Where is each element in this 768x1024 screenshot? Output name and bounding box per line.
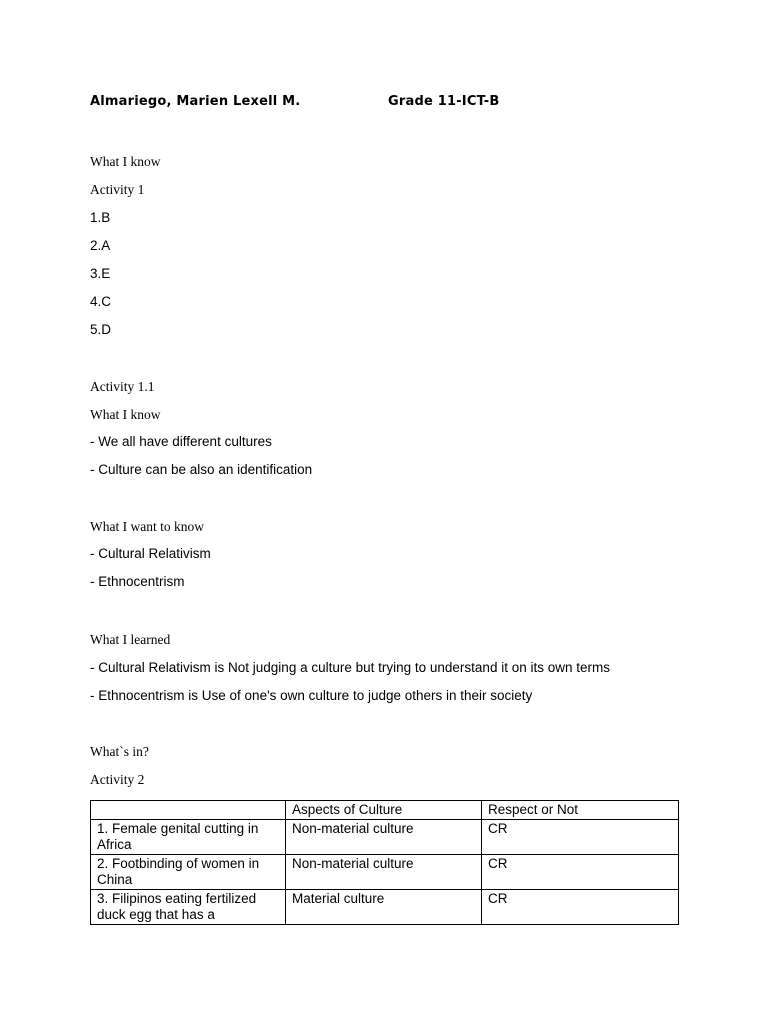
table-row [91, 820, 679, 855]
table-cell: CR [482, 820, 679, 855]
table-cell: CR [482, 890, 679, 925]
section-heading-what-i-know: What I know [90, 154, 161, 169]
table-header-row [91, 801, 679, 820]
section-heading-whats-in: What`s in? [90, 744, 149, 759]
table-header-cell [91, 801, 286, 820]
table-row [91, 855, 679, 890]
student-name: Almariego, Marien Lexell M. [90, 94, 301, 109]
table-cell: Non-material culture [286, 855, 482, 890]
answer-item: 2.A [90, 238, 111, 253]
table-row [91, 890, 679, 925]
bullet-item: - Cultural Relativism is Not judging a culture but trying to understand it on its own terms [90, 660, 610, 675]
table-cell: 3. Filipinos eating fertilized duck egg that has a [91, 890, 286, 925]
table-cell: Material culture [286, 890, 482, 925]
bullet-item: - Culture can be also an identification [90, 462, 313, 477]
subheading-what-i-know: What I know [90, 407, 161, 422]
answer-item: 1.B [90, 210, 111, 225]
table-header-cell: Respect or Not [482, 801, 679, 820]
bullet-item: - Ethnocentrism [90, 574, 185, 589]
activity-2-table [90, 800, 679, 925]
bullet-item: - Ethnocentrism is Use of one's own culture to judge others in their society [90, 688, 533, 703]
activity-2-heading: Activity 2 [90, 772, 145, 787]
table-cell: 2. Footbinding of women in China [91, 855, 286, 890]
table-cell: Non-material culture [286, 820, 482, 855]
activity-1-heading: Activity 1 [90, 182, 145, 197]
bullet-item: - Cultural Relativism [90, 546, 211, 561]
bullet-item: - We all have different cultures [90, 434, 272, 449]
answer-item: 4.C [90, 294, 112, 309]
table-cell: 1. Female genital cutting in Africa [91, 820, 286, 855]
document-header [90, 94, 500, 109]
answer-item: 5.D [90, 322, 112, 337]
subheading-what-i-want-to-know: What I want to know [90, 519, 204, 534]
table-cell: CR [482, 855, 679, 890]
student-grade: Grade 11-ICT-B [388, 94, 500, 109]
answer-item: 3.E [90, 266, 111, 281]
table-header-cell: Aspects of Culture [286, 801, 482, 820]
activity-1-1-heading: Activity 1.1 [90, 379, 155, 394]
subheading-what-i-learned: What I learned [90, 632, 171, 647]
